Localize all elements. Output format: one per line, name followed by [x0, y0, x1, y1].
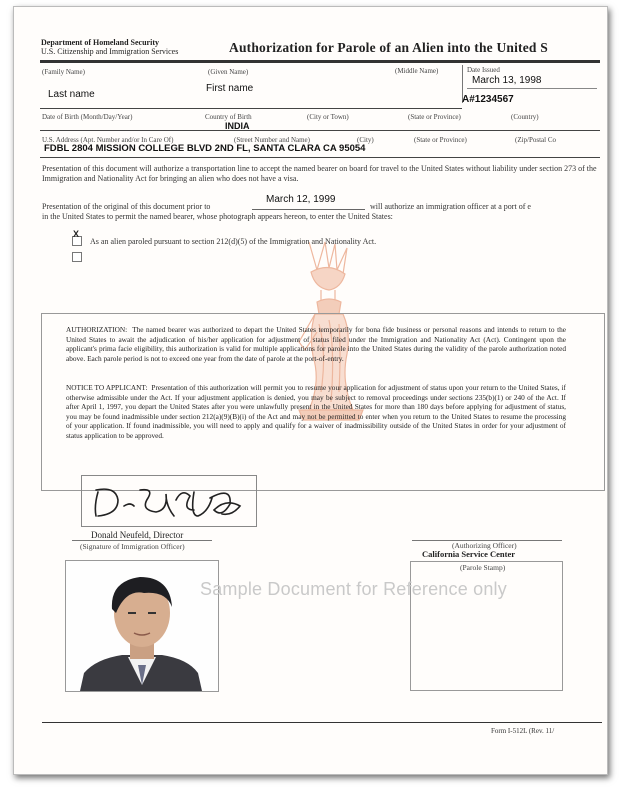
signature-rule	[72, 540, 212, 541]
empty-checkbox	[72, 252, 82, 262]
city-label: (City or Town)	[307, 113, 349, 121]
sample-watermark: Sample Document for Reference only	[200, 579, 507, 599]
document-page	[13, 6, 608, 775]
signature-box	[81, 475, 257, 527]
date-issued-value: March 13, 1998	[472, 75, 542, 86]
middle-name-label: (Middle Name)	[395, 67, 439, 75]
expiry-date-rule	[252, 209, 365, 210]
family-name-label: (Family Name)	[42, 68, 85, 76]
country-of-birth-value: INDIA	[225, 121, 250, 131]
authorizing-officer-value: California Service Center	[422, 549, 515, 559]
address-state-label: (State or Province)	[414, 136, 467, 144]
agency-subname: U.S. Citizenship and Immigration Services	[41, 47, 179, 56]
family-name-value: Last name	[48, 89, 95, 100]
dob-label: Date of Birth (Month/Day/Year)	[42, 113, 133, 121]
date-issued-label: Date Issued	[467, 66, 500, 74]
country-label: (Country)	[511, 113, 539, 121]
given-name-label: (Given Name)	[208, 68, 249, 76]
parole-stamp-label: (Parole Stamp)	[460, 563, 506, 572]
street-label: (Street Number and Name)	[234, 136, 310, 144]
prior-to-text: Presentation of the original of this document prior to	[42, 202, 211, 211]
form-title: Authorization for Parole of an Alien into the United S	[229, 40, 548, 55]
row2-rule	[40, 130, 600, 131]
country-of-birth-label: Country of Birth	[205, 113, 252, 121]
transport-paragraph: Presentation of this document will authorize a transportation line to accept the named bearer on board for travel to the United States without liability under section 273 of the Immigration and Nationality Act for bringing an alien who does not have a visa.	[42, 164, 597, 183]
zip-label: (Zip/Postal Co	[515, 136, 557, 144]
address-city-label: (City)	[357, 136, 374, 144]
authorization-heading: AUTHORIZATION:	[66, 325, 128, 334]
officer-name: Donald Neufeld, Director	[91, 530, 184, 540]
us-address-value: FDBL 2804 MISSION COLLEGE BLVD 2ND FL, SANTA CLARA CA 95054	[44, 143, 366, 154]
authorize-officer-text: will authorize an immigration officer at a port of e	[370, 202, 531, 211]
agency-name: Department of Homeland Security	[41, 38, 159, 47]
bearer-portrait	[66, 561, 218, 691]
form-number: Form I-512L (Rev. 11/	[491, 727, 555, 735]
expiry-date-value: March 12, 1999	[266, 194, 336, 205]
row3-rule	[40, 157, 600, 158]
us-address-label: U.S. Address (Apt. Number and/or In Care Of)	[42, 136, 174, 144]
header-rule	[40, 60, 600, 63]
a-number-value: A#1234567	[462, 94, 514, 105]
signature-label: (Signature of Immigration Officer)	[80, 542, 185, 551]
handwritten-signature	[82, 476, 256, 526]
notice-text: Presentation of this authorization will permit you to resume your application for adjustment of status upon your return to the United States, if otherwise admissible under the Act. If your adjustment application is denied, you may be subject to removal proceedings under sections 235(b)(1) or 240 of the Act. If after April 1, 1997, you depart the United States after you were unlawfully present in the United States for more than 180 days before applying for adjustment of status, you may be found inadmissible under section 212(a)(9)(B)(i) of the Act and may not be permitted to enter when you return to the United States to resume the processing of your application. If found inadmissible, you will need to apply and qualify for a waiver of inadmissibility outside of the United States in order for your adjustment of status application to be approved.	[66, 383, 566, 440]
notice-paragraph	[66, 383, 566, 441]
row1-rule	[40, 108, 462, 109]
parole-checkbox-mark: X	[73, 229, 80, 239]
date-issued-rule	[467, 88, 597, 89]
parole-checkbox-label: As an alien paroled pursuant to section 212(d)(5) of the Immigration and Nationality Act.	[90, 237, 377, 246]
bearer-photo	[65, 560, 219, 692]
footer-rule	[42, 722, 602, 723]
authorization-text: The named bearer was authorized to depart the United States temporarily for bona fide business or personal reasons and intends to return to the United States to await the adjudication of his/her application for adjustment of status filed under the Immigration and Nationality Act (Act). Contingent upon the applicant's prima facie eligibility, this authorization is valid for multiple applications for parole into the United States during the validity of the parole authorization noted above. Each parole period is not to exceed one year from the date of parole at the port-of-entry.	[66, 325, 566, 363]
authorization-paragraph	[66, 325, 566, 363]
permit-entry-text: in the United States to permit the named bearer, whose photograph appears hereon, to enter the United States:	[42, 212, 393, 221]
authorizing-officer-label: (Authorizing Officer)	[452, 541, 517, 550]
notice-heading: NOTICE TO APPLICANT:	[66, 383, 148, 392]
given-name-value: First name	[206, 83, 254, 94]
state-label: (State or Province)	[408, 113, 461, 121]
